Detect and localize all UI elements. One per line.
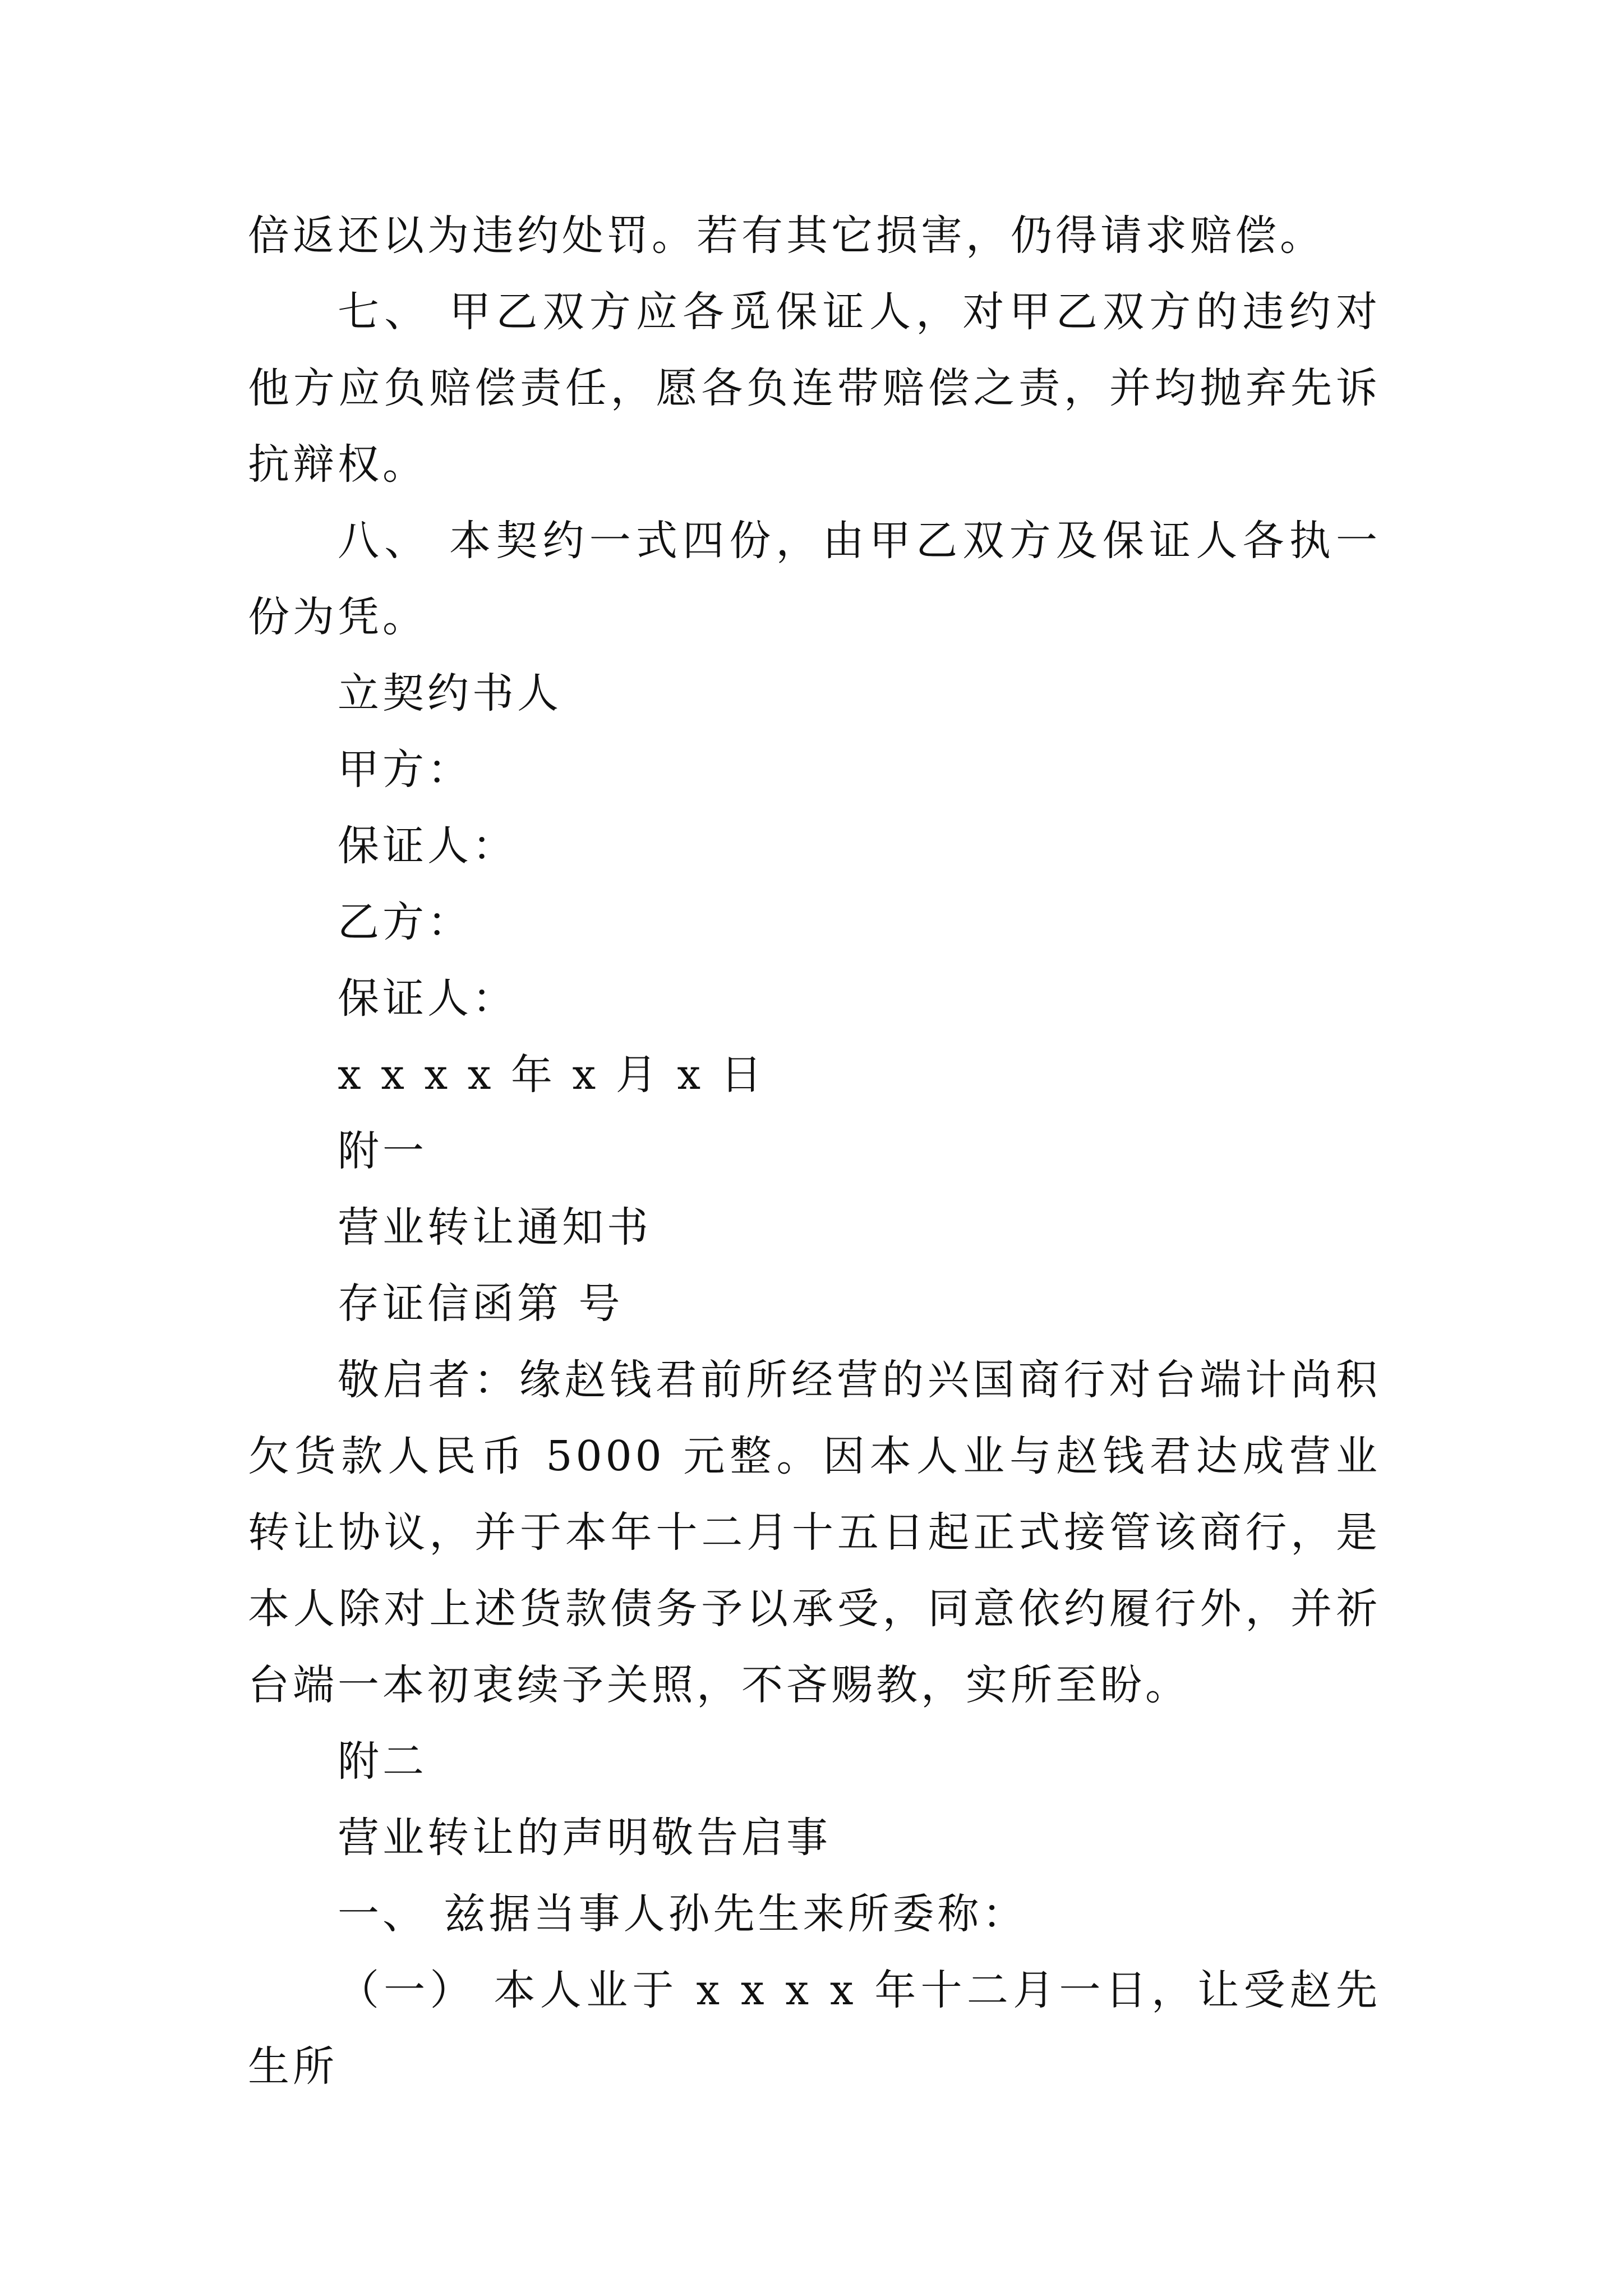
party-a-label: 甲方： <box>338 746 472 794</box>
notice-body: 敬启者：缘赵钱君前所经营的兴国商行对台端计尚积欠货款人民币 5000 元整。因本人业与赵钱君达成营业转让协议，并于本年十二月十五日起正式接管该商行，是本人除对上述货款债务予以承受，同意依约履行外，并祈台端一本初衷续予关照，不吝赐教，实所至盼。 <box>248 1356 1381 1709</box>
statement-item-one-sub: （一） 本人业于 x x x x 年十二月一日，让受赵先生所 <box>248 1966 1381 2091</box>
letter-number: 存证信函第 号 <box>338 1280 624 1328</box>
signing-date: x x x x 年 x 月 x 日 <box>338 1051 766 1099</box>
statement-item-one: 一、 兹据当事人孙先生来所委称： <box>338 1890 1027 1938</box>
signers-heading: 立契约书人 <box>338 669 562 717</box>
notice-title: 营业转让通知书 <box>338 1203 652 1251</box>
document-body <box>248 197 1381 2105</box>
clause-eight: 八、 本契约一式四份，由甲乙双方及保证人各执一份为凭。 <box>248 517 1381 641</box>
appendix-two-heading: 附二 <box>338 1737 427 1786</box>
clause-seven: 七、 甲乙双方应各觅保证人，对甲乙双方的违约对他方应负赔偿责任，愿各负连带赔偿之责，并均抛弃先诉抗辩权。 <box>248 288 1381 489</box>
guarantor-a-label: 保证人： <box>338 822 517 870</box>
paragraph-continuation: 倍返还以为违约处罚。若有其它损害，仍得请求赔偿。 <box>248 211 1325 260</box>
statement-title: 营业转让的声明敬告启事 <box>338 1814 831 1862</box>
party-b-label: 乙方： <box>338 898 472 946</box>
appendix-one-heading: 附一 <box>338 1127 427 1175</box>
guarantor-b-label: 保证人： <box>338 974 517 1023</box>
